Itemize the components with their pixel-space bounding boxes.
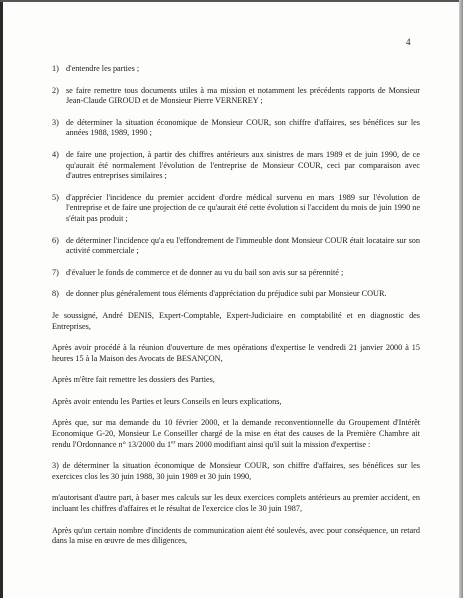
mission-item-text: d'apprécier l'incidence du premier accident d'ordre médical survenu en mars 1989 sur l'évolution de l'entreprise et de faire une projection de ce qu'aurait été cette évolution si l'accident du mois de juin 1990 ne s'était pas produit ; [66,192,420,223]
page-number: 4 [406,37,411,47]
mission-item-number: 6) [52,235,59,245]
mission-item-text: de faire une projection, à partir des chiffres antérieurs aux sinistres de mars 1989 et de juin 1990, de ce qu'aurait été normalement l'évolution de l'entreprise de Monsieur COUR, ceci par comparaison avec d'autres entreprises similaires ; [66,149,420,181]
mission-item-number: 4) [52,149,59,159]
paragraph-soussigne: Je soussigné, André DENIS, Expert-Comptable, Expert-Judiciaire en comptabilité et en diagnostic des Entreprises, [52,310,420,331]
mission-item-number: 8) [52,289,59,299]
paragraph-incidents: Après qu'un certain nombre d'incidents de communication aient été soulevés, avec pour conséquence, un retard dans la mise en œuvre de mes diligences, [52,525,420,546]
mission-item [52,268,420,279]
superscript-er: er [171,438,176,445]
mission-item [52,193,420,225]
paragraph-item3-modified: 3) de déterminer la situation économique de Monsieur COUR, son chiffre d'affaires, ses bénéfices sur les exercices clos les 30 juin 1988, 30 juin 1989 et 30 juin 1990, [52,461,420,481]
scan-edge-right [459,0,463,598]
mission-item-number: 5) [52,192,59,202]
mission-item-number: 2) [52,85,59,95]
mission-item-text: d'évaluer le fonds de commerce et de donner au vu du bail son avis sur sa pérennité ; [66,267,344,277]
paragraph-demande [52,418,420,450]
mission-item [52,86,420,107]
scan-edge-top [0,0,463,2]
document-body [52,64,420,556]
paragraph-conseils: Après avoir entendu les Parties et leurs Conseils en leurs explications, [52,396,282,406]
mission-item-text: d'entendre les parties ; [66,64,140,73]
mission-item [52,150,420,182]
mission-item-text: de déterminer la situation économique de Monsieur COUR, son chiffre d'affaires, ses bénéfices sur les années 1988, 1989, 1990 ; [66,117,420,138]
mission-item-text: de déterminer l'incidence qu'a eu l'effondrement de l'immeuble dont Monsieur COUR était locataire sur son activité commerciale ; [66,235,420,256]
scan-edge-left [0,0,3,598]
paragraph-dossiers: Après m'être fait remettre les dossiers des Parties, [52,375,215,385]
mission-item [52,118,420,139]
paragraph-reunion: Après avoir procédé à la réunion d'ouverture de mes opérations d'expertise le vendredi 21 janvier 2000 à 15 heures 15 à la Maison des Avocats de BESANÇON, [52,343,420,363]
mission-item [52,289,420,300]
mission-item-text: se faire remettre tous documents utiles à ma mission et notamment les précédents rapports de Monsieur Jean-Claude GIROUD et de Monsieur Pierre VERNEREY ; [66,85,420,106]
mission-item-text: de donner plus généralement tous éléments d'appréciation du préjudice subi par Monsieur COUR. [66,289,387,299]
mission-item-number: 1) [52,64,59,73]
mission-item [52,236,420,257]
mission-item [52,64,420,75]
paragraph-demande-part2: mars 2000 modifiant ainsi qu'il suit la mission d'expertise : [175,439,371,449]
paragraph-demande-part1: Après que, sur ma demande du 10 février 2000, et la demande reconventionnelle du Groupement d'Intérêt Economique G-20, Monsieur Le Conseiller chargé de la mise en état des causes de la Première Chambre ait rendu l'Ordonnance n° 13/2000 du 1 [52,418,420,449]
mission-item-number: 3) [52,117,59,127]
mission-item-number: 7) [52,267,59,277]
paragraph-autorisant: m'autorisant d'autre part, à baser mes calculs sur les deux exercices complets antérieurs au premier accident, en incluant les chiffres d'affaires et le résultat de l'exercice clos le 30 juin 1987, [52,493,420,514]
